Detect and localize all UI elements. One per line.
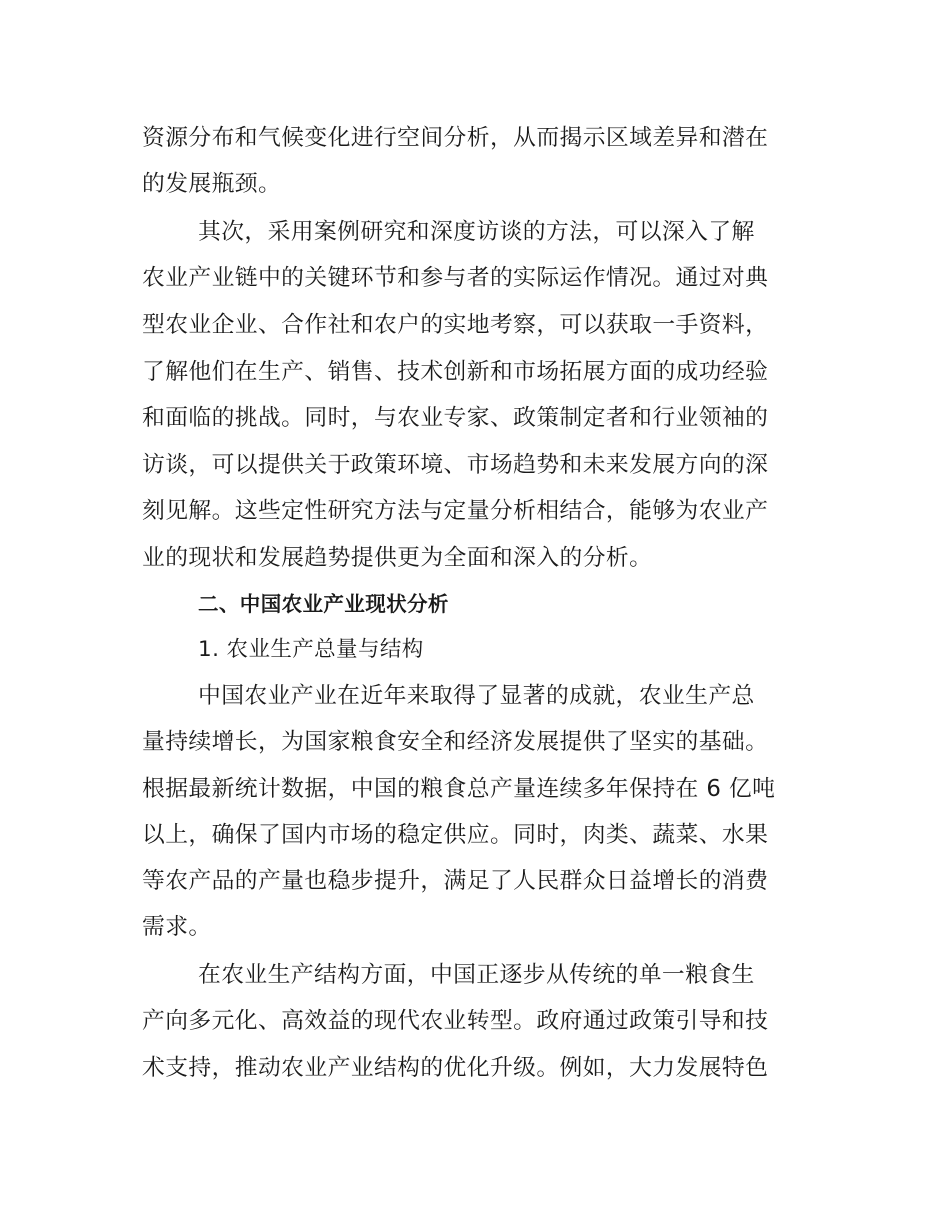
paragraph-4-line-2: 产向多元化、高效益的现代农业转型。政府通过政策引导和技 <box>142 1008 769 1034</box>
paragraph-3-line-2: 量持续增长，为国家粮食安全和经济发展提供了坚实的基础。 <box>142 729 769 755</box>
section-heading: 二、中国农业产业现状分析 <box>198 592 449 616</box>
paragraph-4-line-1: 在农业生产结构方面，中国正逐步从传统的单一粮食生 <box>198 962 755 988</box>
paragraph-3-line-6: 需求。 <box>142 914 212 940</box>
paragraph-2-line-2: 农业产业链中的关键环节和参与者的实际运作情况。通过对典 <box>142 265 769 291</box>
paragraph-3-line-5: 等农产品的产量也稳步提升，满足了人民群众日益增长的消费 <box>142 868 769 894</box>
subsection-heading: 1. 农业生产总量与结构 <box>198 637 424 662</box>
paragraph-2-line-6: 访谈，可以提供关于政策环境、市场趋势和未来发展方向的深 <box>142 452 769 478</box>
paragraph-2-line-8: 业的现状和发展趋势提供更为全面和深入的分析。 <box>142 545 653 571</box>
paragraph-1-line-2: 的发展瓶颈。 <box>142 171 282 197</box>
paragraph-3-line-4: 以上，确保了国内市场的稳定供应。同时，肉类、蔬菜、水果 <box>142 822 769 848</box>
paragraph-2-line-1: 其次，采用案例研究和深度访谈的方法，可以深入了解 <box>198 219 755 245</box>
paragraph-4-line-3: 术支持，推动农业产业结构的优化升级。例如，大力发展特色 <box>142 1055 769 1081</box>
paragraph-2-line-5: 和面临的挑战。同时，与农业专家、政策制定者和行业领袖的 <box>142 405 769 431</box>
paragraph-1-line-1: 资源分布和气候变化进行空间分析，从而揭示区域差异和潜在 <box>142 125 769 151</box>
paragraph-2-line-7: 刻见解。这些定性研究方法与定量分析相结合，能够为农业产 <box>142 498 769 524</box>
paragraph-2-line-4: 了解他们在生产、销售、技术创新和市场拓展方面的成功经验 <box>142 359 769 385</box>
paragraph-3-line-3: 根据最新统计数据，中国的粮食总产量连续多年保持在 6 亿吨 <box>142 776 776 802</box>
paragraph-3-line-1: 中国农业产业在近年来取得了显著的成就，农业生产总 <box>198 683 755 709</box>
paragraph-2-line-3: 型农业企业、合作社和农户的实地考察，可以获取一手资料， <box>142 312 769 338</box>
